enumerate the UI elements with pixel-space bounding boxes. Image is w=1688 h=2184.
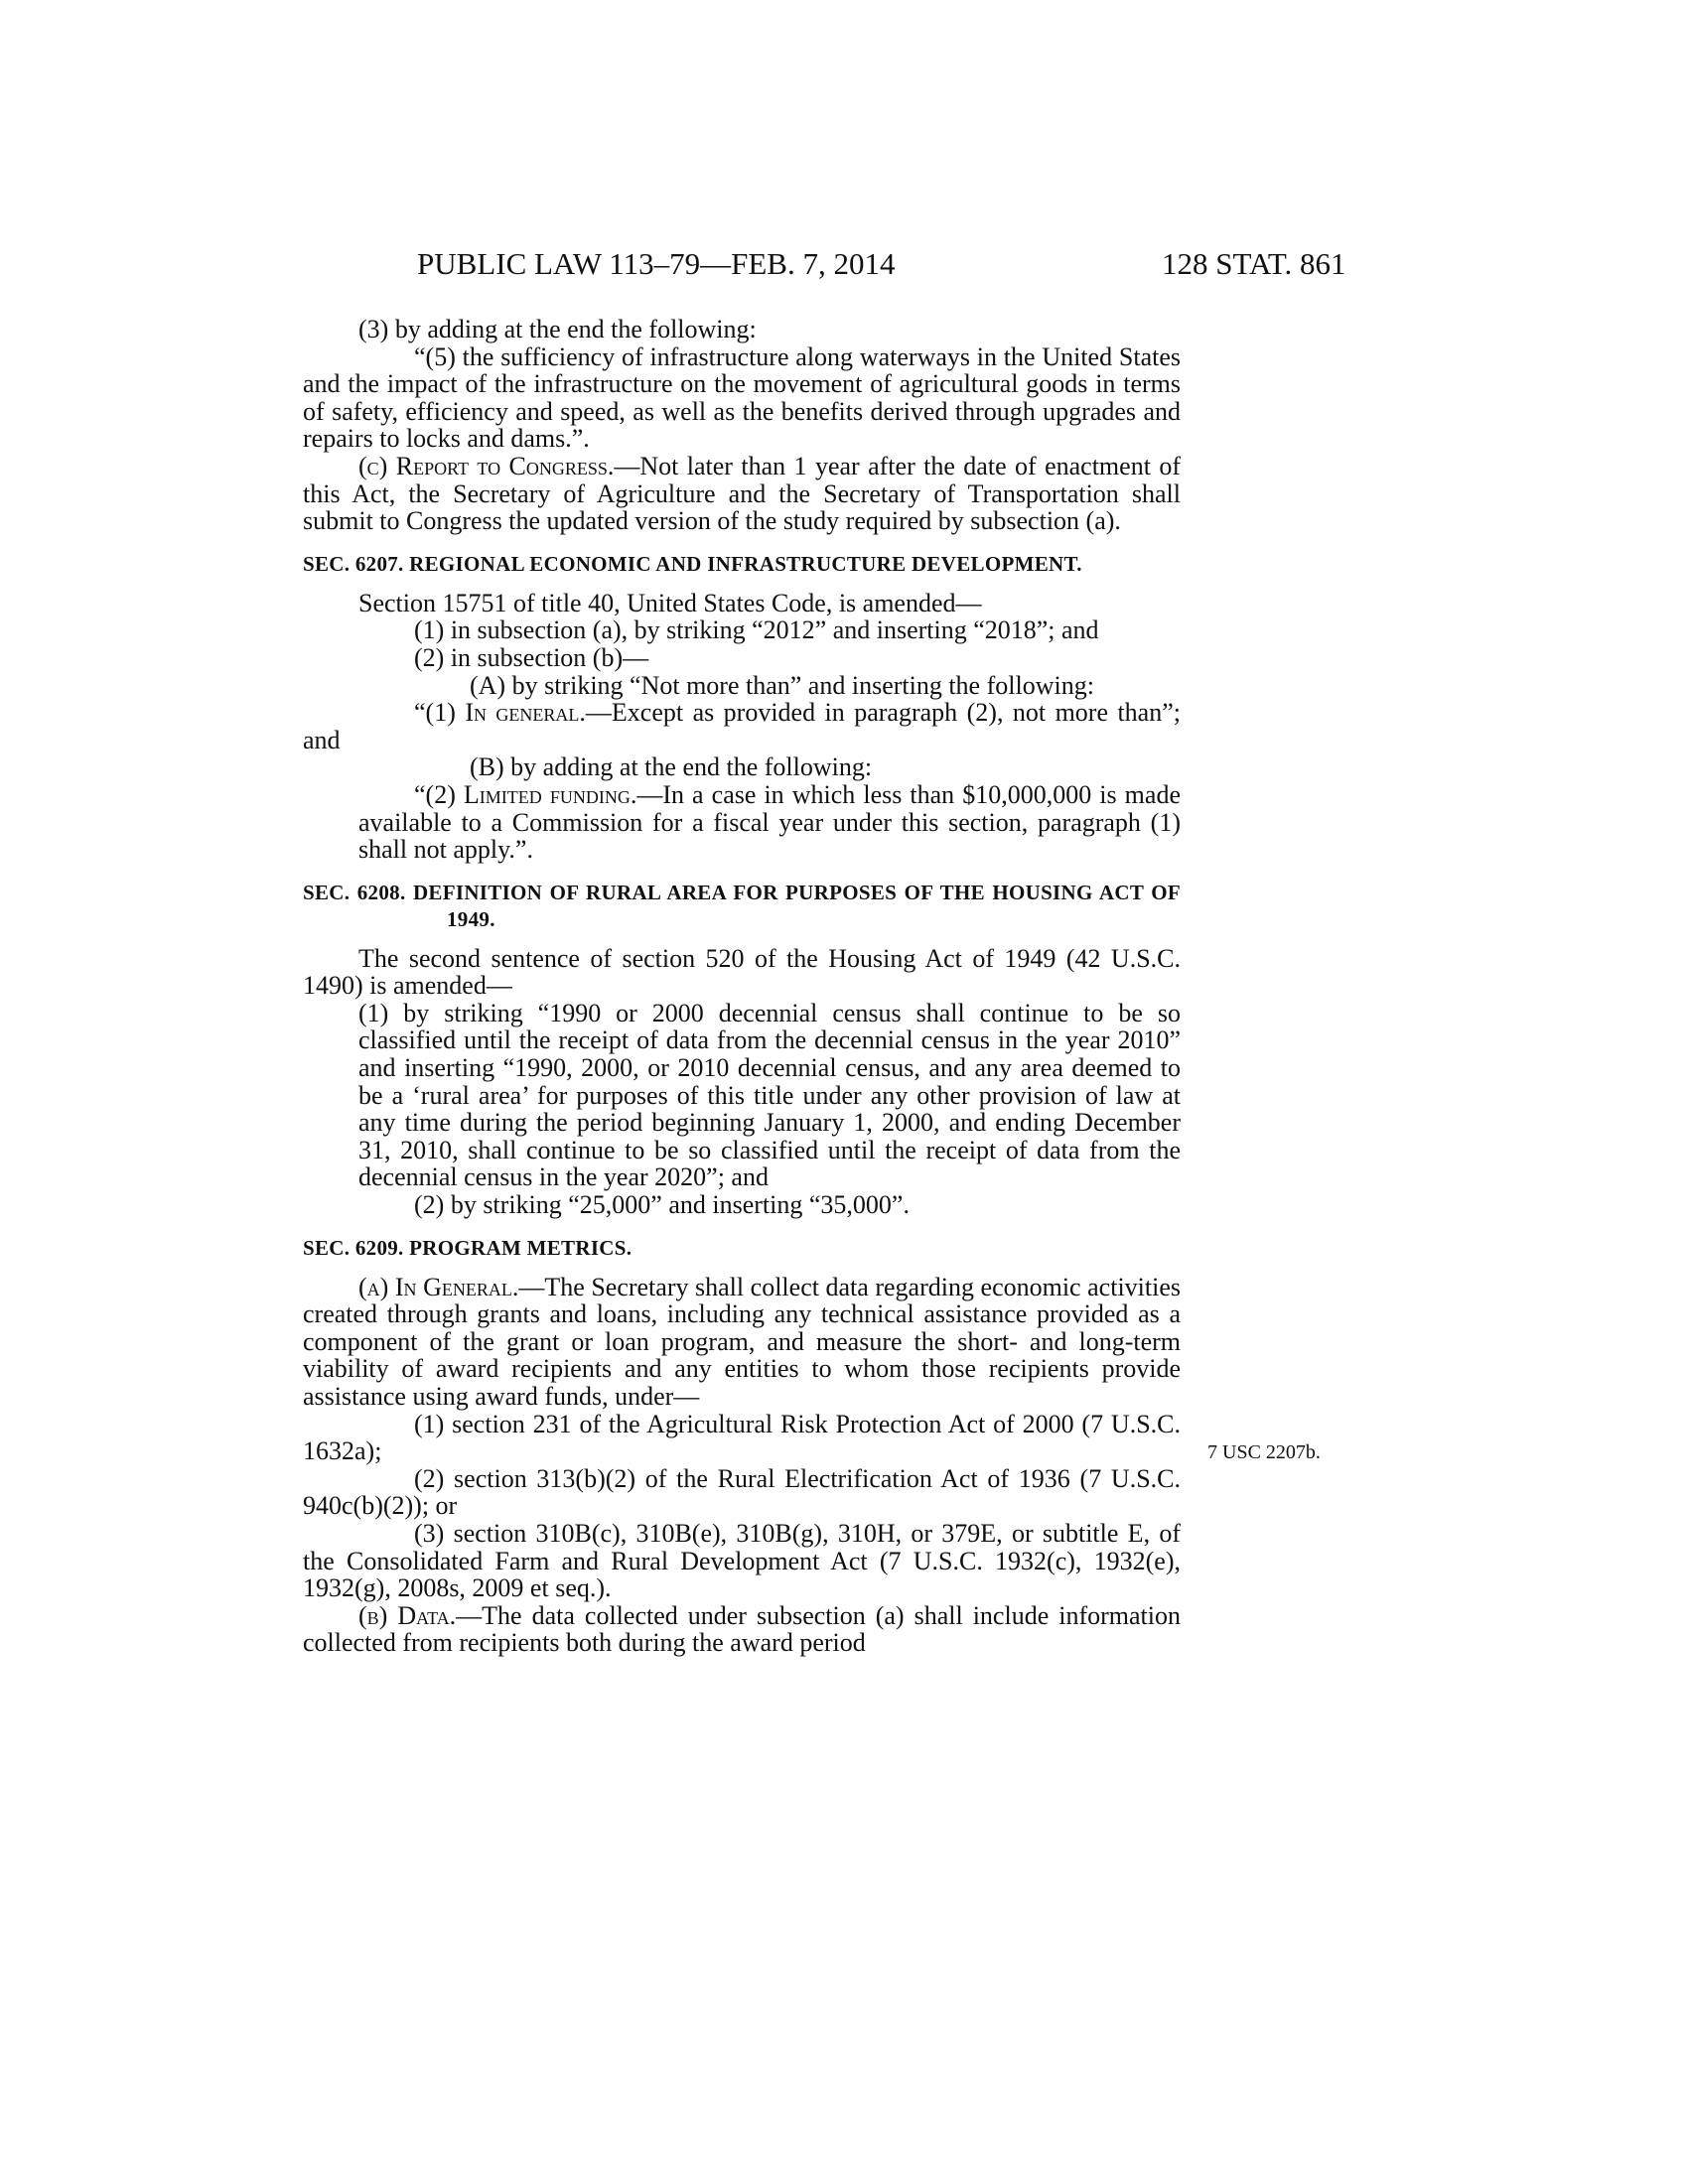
paragraph: (B) by adding at the end the following: xyxy=(470,752,873,782)
paragraph-heading: (b) Data. xyxy=(358,1600,457,1630)
paragraph xyxy=(303,781,1181,864)
section-heading-6208: SEC. 6208. DEFINITION OF RURAL AREA FOR PURPOSES OF THE HOUSING ACT OF 1949. xyxy=(303,880,1181,931)
paragraph: (A) by striking “Not more than” and inserting the following: xyxy=(470,670,1094,700)
page-stat-number: 128 STAT. 861 xyxy=(1162,246,1346,281)
paragraph: (3) by adding at the end the following: xyxy=(358,315,757,343)
paragraph: “(5) the sufficiency of infrastructure along waterways in the United States and the impact of the infrastructure on the movement of agricultural goods in terms of safety, efficiency and speed, as well as the benefits derived through upgrades and repairs to locks and dams.”. xyxy=(303,341,1181,454)
paragraph-heading: (a) In General. xyxy=(358,1272,519,1301)
paragraph: The second sentence of section 520 of the Housing Act of 1949 (42 U.S.C. 1490) is amended— xyxy=(303,943,1181,1001)
section-heading-6207: SEC. 6207. REGIONAL ECONOMIC AND INFRASTRUCTURE DEVELOPMENT. xyxy=(303,551,1082,576)
paragraph: (2) by striking “25,000” and inserting “35,000”. xyxy=(414,1190,910,1220)
paragraph xyxy=(303,453,1181,535)
paragraph xyxy=(303,699,1181,753)
paragraph: (1) by striking “1990 or 2000 decennial census shall continue to be so classified until the receipt of data from the decennial census in the year 2010” and inserting “1990, 2000, or 2010 decennial census, and any area deemed to be a ‘rural area’ for purposes of this title under any other provision of law at any time during the period beginning January 1, 2000, and ending December 31, 2010, shall continue to be so classified until the receipt of data from the decennial census in the year 2020”; and xyxy=(358,998,1181,1192)
paragraph-text: —The data collected under subsection (a) shall include information collected from recipients both during the award period xyxy=(303,1600,1182,1658)
paragraph: (1) in subsection (a), by striking “2012” and inserting “2018”; and xyxy=(414,615,1099,645)
paragraph: (2) section 313(b)(2) of the Rural Electrification Act of 1936 (7 U.S.C. 940c(b)(2)); or xyxy=(303,1463,1181,1521)
running-head-title: PUBLIC LAW 113–79—FEB. 7, 2014 xyxy=(417,246,896,281)
margin-citation: 7 USC 2207b. xyxy=(1207,1441,1321,1463)
section-heading-6209: SEC. 6209. PROGRAM METRICS. xyxy=(303,1235,633,1260)
paragraph xyxy=(303,1602,1181,1657)
paragraph-heading: “(1) In general. xyxy=(414,698,586,728)
paragraph-heading: (c) Report to Congress. xyxy=(358,451,615,480)
paragraph-text: —Except as provided in paragraph (2), not more than”; and xyxy=(303,698,1181,754)
paragraph-text: —In a case in which less than $10,000,000 is made available to a Commission for a fiscal year under this section, paragraph (1) shall not apply.”. xyxy=(358,779,1181,865)
paragraph: Section 15751 of title 40, United States Code, is amended— xyxy=(358,588,982,617)
paragraph-text: —Not later than 1 year after the date of enactment of this Act, the Secretary of Agriculture and the Secretary of Transportation shall submit to Congress the updated version of the study required by subsection (a). xyxy=(303,451,1181,536)
paragraph: (3) section 310B(c), 310B(e), 310B(g), 310H, or 379E, or subtitle E, of the Consolidated Farm and Rural Development Act (7 U.S.C. 1932(c), 1932(e), 1932(g), 2008s, 2009 et seq.). xyxy=(303,1518,1181,1603)
paragraph: (2) in subsection (b)— xyxy=(414,642,649,672)
paragraph: (1) section 231 of the Agricultural Risk Protection Act of 2000 (7 U.S.C. 1632a); xyxy=(303,1409,1181,1466)
paragraph xyxy=(303,1274,1181,1411)
paragraph-text: —The Secretary shall collect data regarding economic activities created through grants and loans, including any technical assistance provided as a component of the grant or loan program, and measure the short- and long-term viability of award recipients and any entities to whom those recipients provide assistance using award funds, under— xyxy=(303,1272,1181,1411)
law-text-body xyxy=(303,316,1181,1657)
paragraph-heading: “(2) Limited funding. xyxy=(414,779,637,809)
